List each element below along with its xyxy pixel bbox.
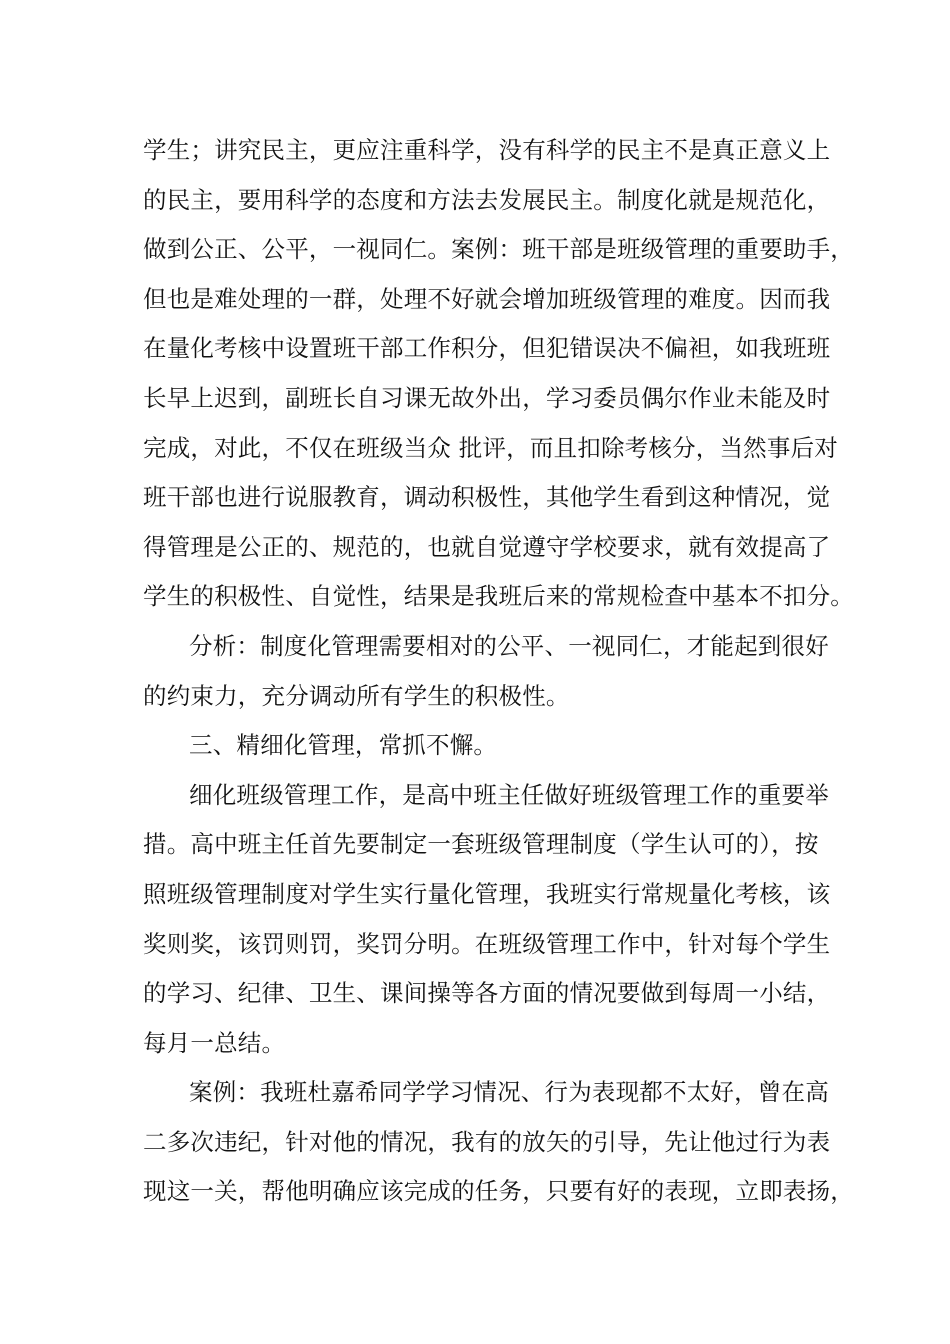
text-line-5: 在量化考核中设置班干部工作积分，但犯错误决不偏袒，如我班班 bbox=[143, 334, 831, 363]
section-heading-3: 三、精细化管理，常抓不懈。 bbox=[189, 731, 498, 760]
text-line-12: 的约束力，充分调动所有学生的积极性。 bbox=[143, 681, 570, 710]
text-line-19: 每月一总结。 bbox=[143, 1028, 286, 1057]
text-line-7: 完成，对此，不仅在班级当众 批评，而且扣除考核分，当然事后对 bbox=[143, 433, 838, 462]
text-line-16: 照班级管理制度对学生实行量化管理，我班实行常规量化考核，该 bbox=[143, 879, 831, 908]
text-line-3: 做到公正、公平，一视同仁。案例：班干部是班级管理的重要助手， bbox=[143, 235, 854, 264]
text-line-18: 的学习、纪律、卫生、课间操等各方面的情况要做到每周一小结， bbox=[143, 979, 831, 1008]
analysis-paragraph-start: 分析：制度化管理需要相对的公平、一视同仁，才能起到很好 bbox=[189, 631, 829, 660]
paragraph-start: 细化班级管理工作，是高中班主任做好班级管理工作的重要举 bbox=[189, 780, 829, 809]
text-line-6: 长早上迟到，副班长自习课无故外出，学习委员偶尔作业未能及时 bbox=[143, 383, 831, 412]
text-line-8: 班干部也进行说服教育，调动积极性，其他学生看到这种情况，觉 bbox=[143, 483, 831, 512]
text-line-15: 措。高中班主任首先要制定一套班级管理制度（学生认可的），按 bbox=[143, 830, 819, 859]
text-line-4: 但也是难处理的一群，处理不好就会增加班级管理的难度。因而我 bbox=[143, 284, 831, 313]
text-line-22: 现这一关，帮他明确应该完成的任务，只要有好的表现，立即表扬， bbox=[143, 1177, 854, 1206]
case-paragraph-start: 案例：我班杜嘉希同学学习情况、行为表现都不太好，曾在高 bbox=[189, 1078, 829, 1107]
text-line-1: 学生；讲究民主，更应注重科学，没有科学的民主不是真正意义上 bbox=[143, 136, 831, 164]
text-line-10: 学生的积极性、自觉性，结果是我班后来的常规检查中基本不扣分。 bbox=[143, 582, 854, 611]
body-text bbox=[143, 126, 854, 1217]
text-line-9: 得管理是公正的、规范的，也就自觉遵守学校要求，就有效提高了 bbox=[143, 532, 831, 561]
text-line-17: 奖则奖，该罚则罚，奖罚分明。在班级管理工作中，针对每个学生 bbox=[143, 929, 831, 958]
text-line-21: 二多次违纪，针对他的情况，我有的放矢的引导，先让他过行为表 bbox=[143, 1127, 831, 1156]
text-line-2: 的民主，要用科学的态度和方法去发展民主。制度化就是规范化， bbox=[143, 185, 831, 214]
